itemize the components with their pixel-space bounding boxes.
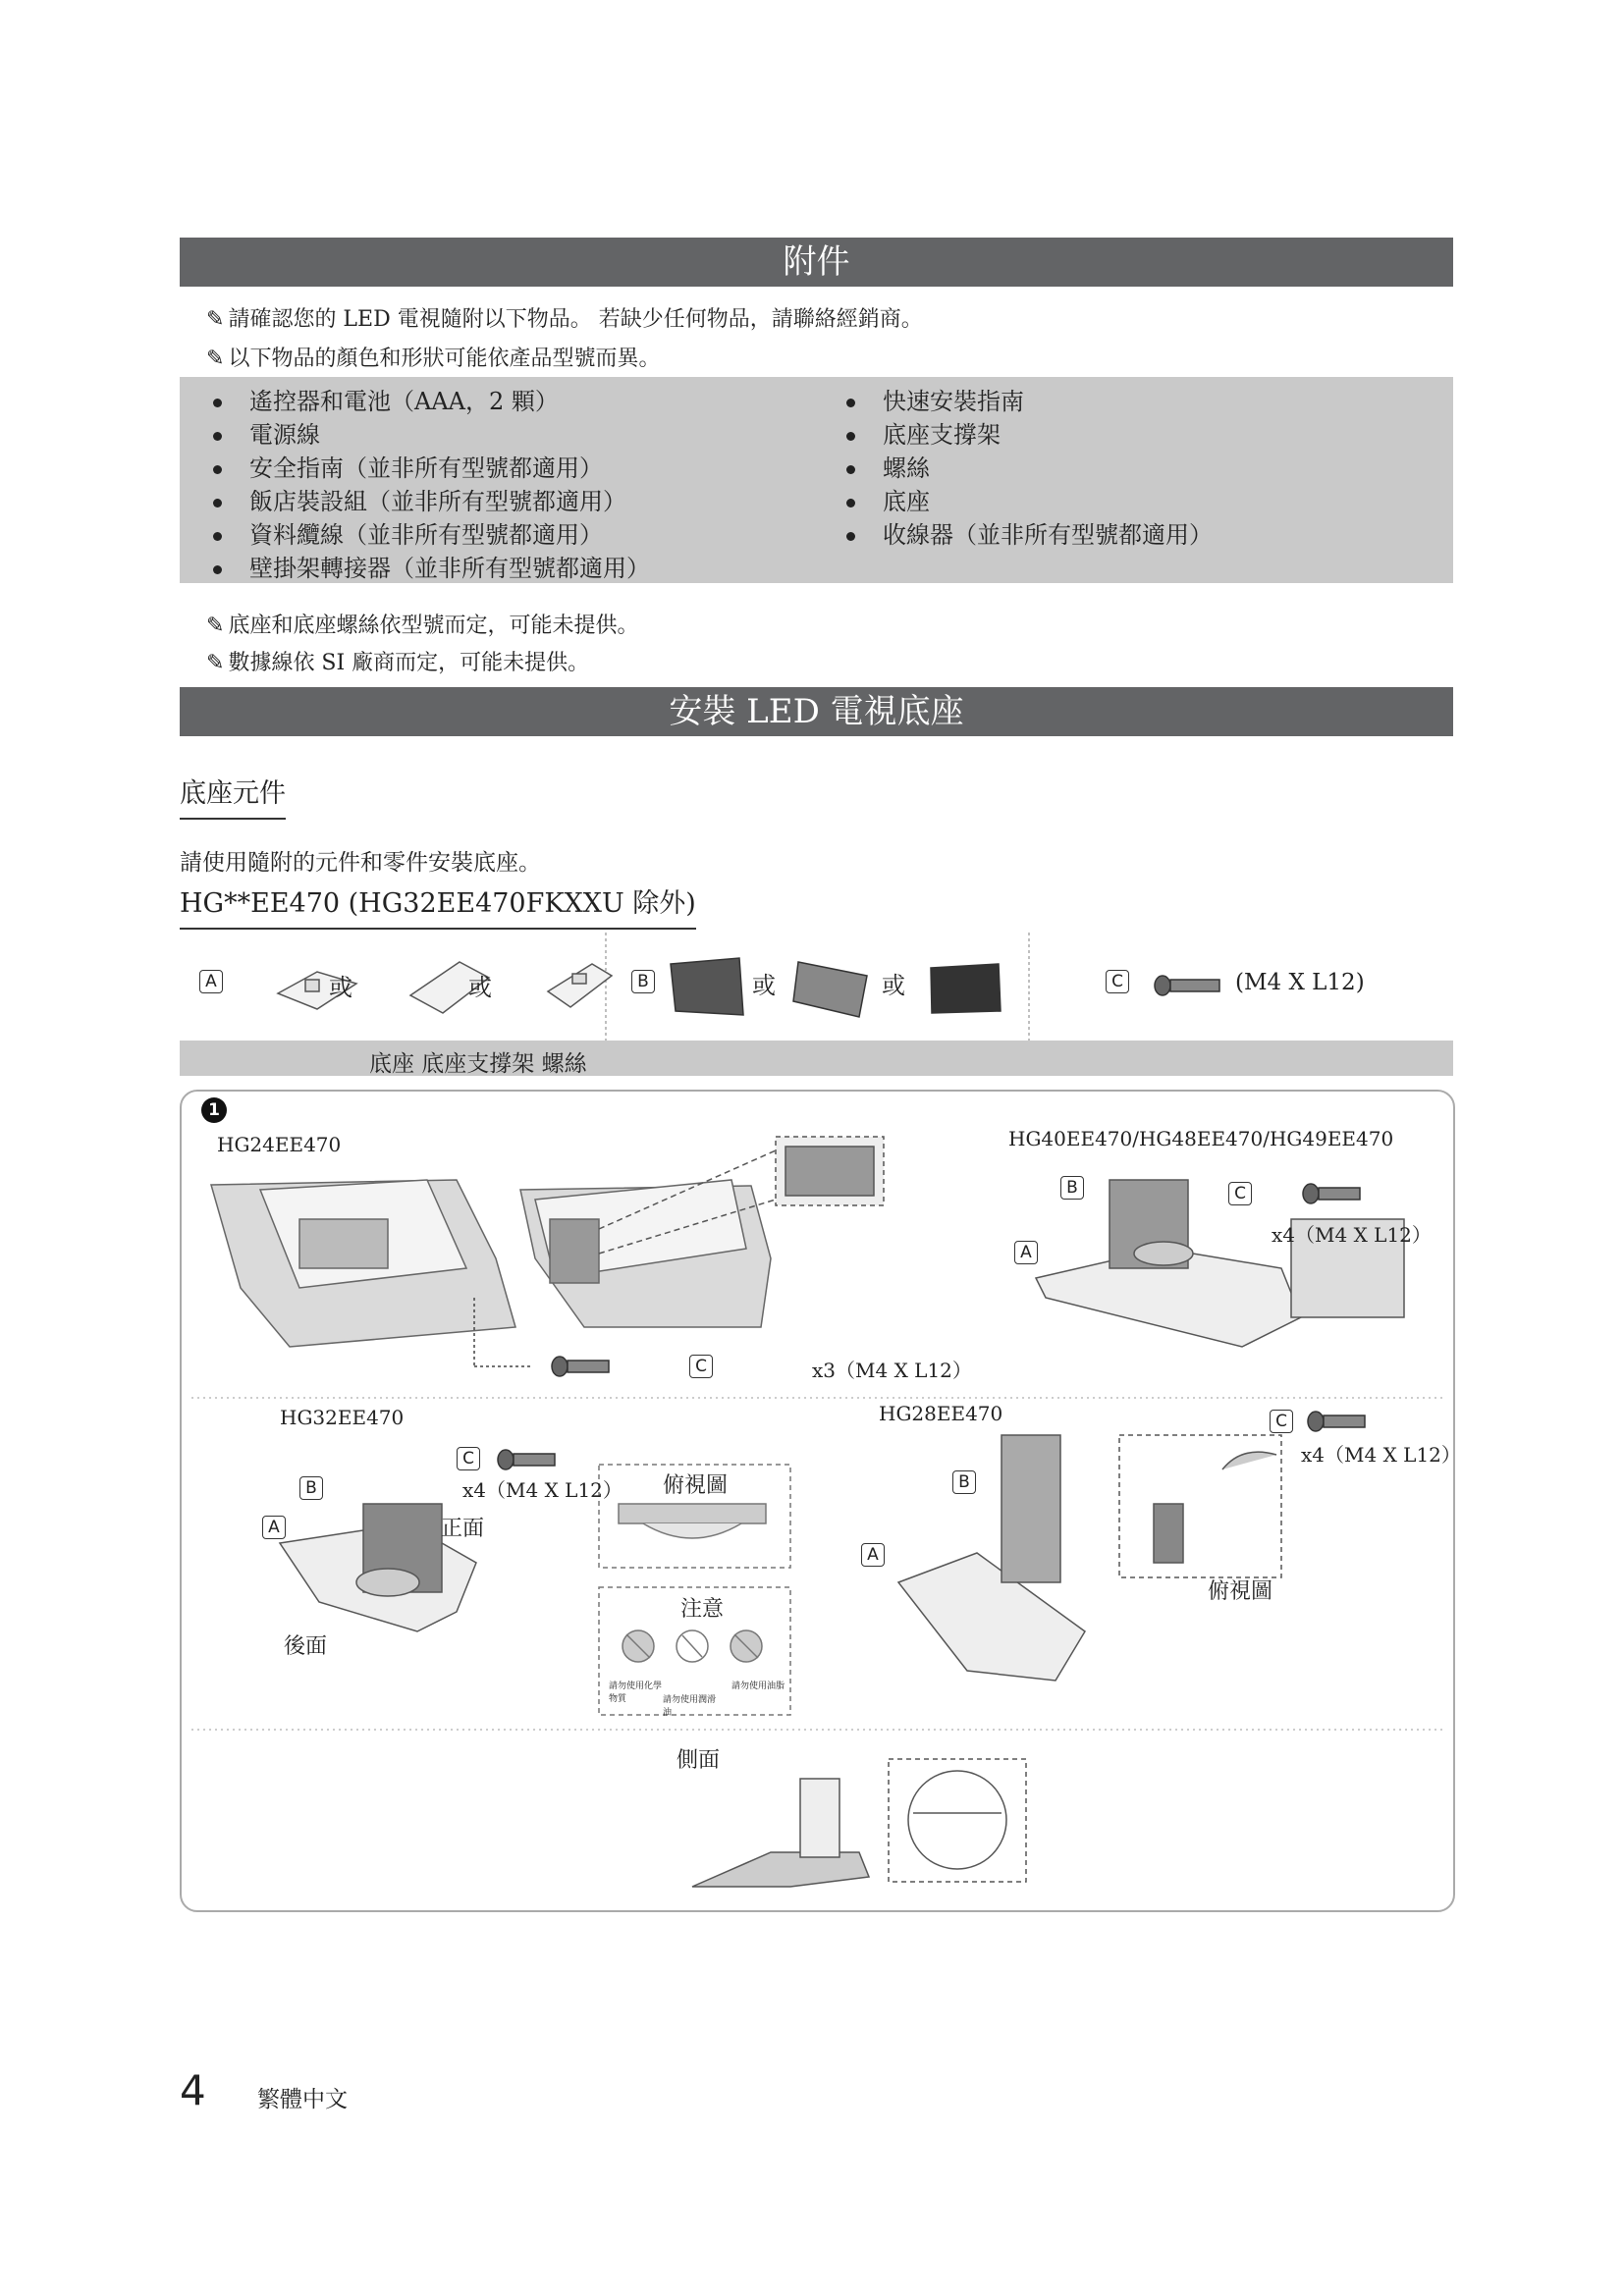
part-label-b: B	[952, 1470, 976, 1494]
model-label: HG28EE470	[879, 1402, 1003, 1425]
bracket-icon	[671, 958, 1001, 1017]
part-label-c: C	[689, 1355, 713, 1378]
pencil-icon: ✎	[206, 307, 225, 332]
top-view-label: 俯視圖	[1208, 1579, 1273, 1604]
list-item: 收線器（並非所有型號都適用）	[846, 515, 1213, 550]
or-text: 或	[752, 972, 776, 999]
screw-icon	[1303, 1184, 1360, 1203]
list-item: 飯店裝設組（並非所有型號都適用）	[213, 482, 626, 516]
part-label-c: C	[1270, 1410, 1293, 1433]
list-item: 電源線	[213, 415, 320, 450]
part-label-c: C	[457, 1447, 480, 1470]
back-label: 後面	[284, 1634, 328, 1659]
pencil-icon: ✎	[206, 614, 225, 638]
instruction-text: 請使用隨附的元件和零件安裝底座。	[180, 850, 541, 876]
pencil-icon: ✎	[206, 651, 225, 675]
stand-icon	[278, 962, 612, 1013]
pencil-icon: ✎	[206, 347, 225, 371]
accessories-title: 附件	[783, 242, 850, 282]
part-label-c: C	[1106, 970, 1129, 993]
parts-row	[180, 933, 1453, 1041]
screw-icon	[552, 1357, 609, 1376]
tv-panel-illustration	[520, 1180, 771, 1327]
screw-count: x3（M4 X L12）	[812, 1359, 972, 1382]
list-item: 快速安裝指南	[846, 382, 1024, 416]
model-label: HG32EE470	[280, 1406, 405, 1429]
model-heading: HG**EE470 (HG32EE470FKXXU 除外)	[180, 881, 696, 930]
side-view-label: 側面	[677, 1748, 721, 1773]
screw-count: x4（M4 X L12）	[462, 1478, 623, 1502]
assembly-diagram	[180, 1090, 1461, 1912]
model-label: HG40EE470/HG48EE470/HG49EE470	[1008, 1127, 1394, 1150]
part-label-a: A	[199, 970, 223, 993]
caution-caption: 請勿使用油脂	[731, 1682, 785, 1691]
screw-icon	[1308, 1412, 1365, 1431]
list-item: 壁掛架轉接器（並非所有型號都適用）	[213, 549, 650, 583]
list-item: 安全指南（並非所有型號都適用）	[213, 449, 603, 483]
stand-install-title-bar	[180, 687, 1453, 736]
list-item: 資料纜線（並非所有型號都適用）	[213, 515, 603, 550]
model-label: HG24EE470	[217, 1133, 342, 1156]
list-item: 遙控器和電池（AAA，2 顆）	[213, 382, 559, 416]
or-text: 或	[468, 974, 492, 1001]
note-2: ✎ 以下物品的顏色和形狀可能依產品型號而異。	[206, 347, 661, 371]
step-number: 1	[201, 1097, 227, 1123]
note-1: ✎ 請確認您的 LED 電視隨附以下物品。 若缺少任何物品，請聯絡經銷商。	[206, 307, 923, 332]
part-label-c: C	[1228, 1182, 1252, 1205]
top-view-label: 俯視圖	[663, 1473, 729, 1498]
part-label-a: A	[262, 1516, 286, 1539]
tv-panel-illustration	[211, 1180, 515, 1347]
part-label-a: A	[1014, 1241, 1038, 1264]
screw-count: x4（M4 X L12）	[1301, 1443, 1461, 1467]
list-item: 底座支撐架	[846, 415, 1001, 450]
caution-caption: 請勿使用化學物質	[609, 1682, 663, 1704]
front-label: 正面	[441, 1517, 485, 1541]
accessories-title-bar	[180, 238, 1453, 287]
parts-caption: 底座 底座支撐架 螺絲	[369, 1051, 587, 1077]
or-text: 或	[882, 972, 905, 999]
screw-count: x4（M4 X L12）	[1272, 1223, 1432, 1247]
part-label-b: B	[299, 1476, 323, 1500]
screw-spec: (M4 X L12)	[1235, 970, 1365, 995]
part-label-a: A	[861, 1543, 885, 1567]
subheading-stand-parts: 底座元件	[180, 772, 286, 820]
or-text: 或	[329, 974, 352, 1001]
note-4: ✎ 數據線依 SI 廠商而定，可能未提供。	[206, 651, 590, 675]
screw-icon	[498, 1450, 555, 1469]
list-item: 螺絲	[846, 449, 930, 483]
screw-icon	[1155, 976, 1219, 995]
parts-caption-bar	[180, 1041, 1453, 1076]
side-view-illustration	[692, 1759, 1026, 1887]
part-label-b: B	[631, 970, 655, 993]
caution-label: 注意	[680, 1597, 725, 1622]
stand-install-title: 安裝 LED 電視底座	[669, 692, 964, 731]
caution-caption: 請勿使用潤滑油	[663, 1695, 717, 1718]
part-label-b: B	[1060, 1176, 1084, 1200]
stand-assembly-illustration	[1036, 1180, 1404, 1347]
language-label: 繁體中文	[257, 2087, 348, 2112]
note-3: ✎ 底座和底座螺絲依型號而定，可能未提供。	[206, 614, 639, 638]
list-item: 底座	[846, 482, 930, 516]
page-number: 4	[180, 2066, 206, 2114]
